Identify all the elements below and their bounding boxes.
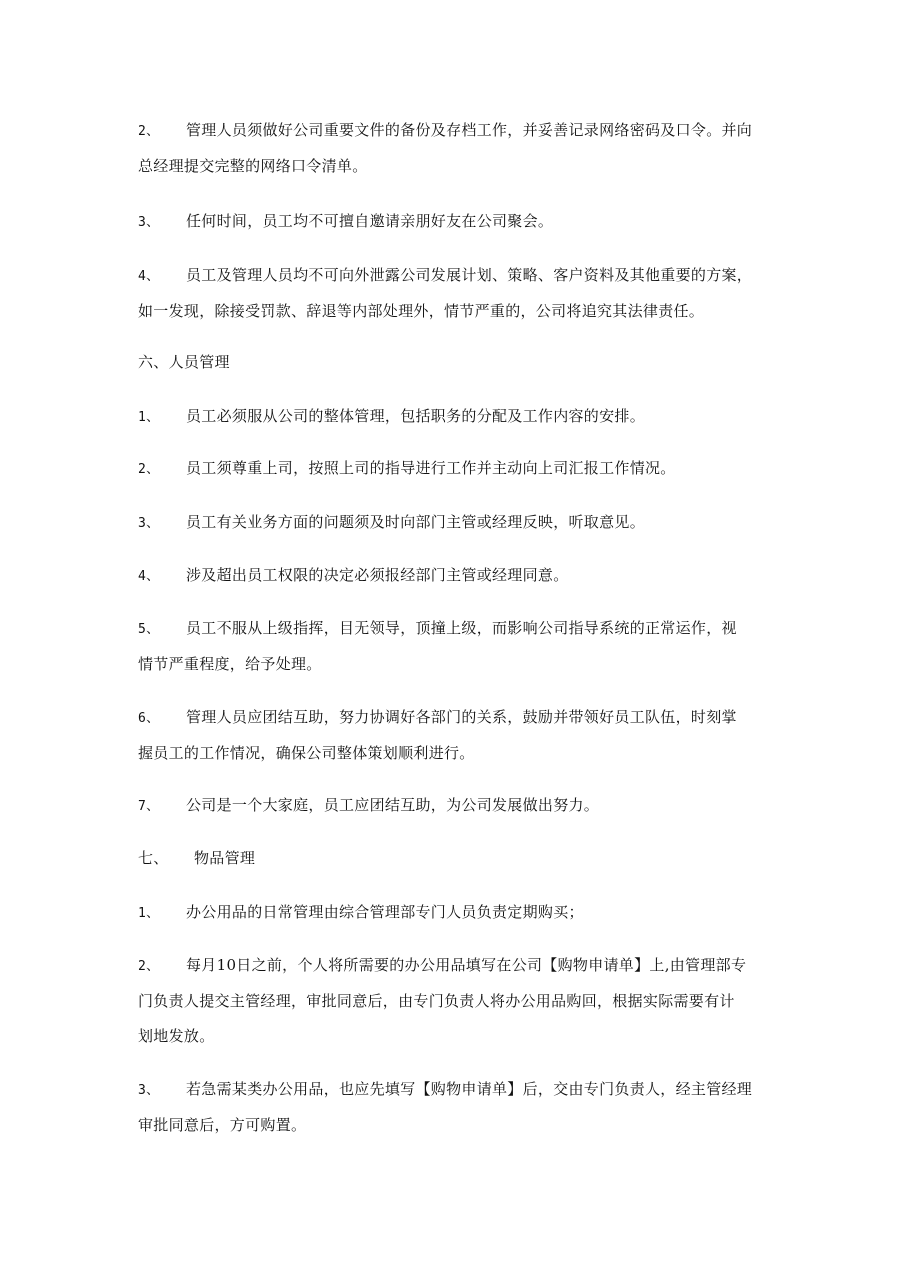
item-text-continued: 划地发放。 xyxy=(138,1027,215,1045)
item-text-continued: 情节严重程度，给予处理。 xyxy=(138,655,322,673)
paragraph-item xyxy=(138,948,778,1054)
item-text-continued: 审批同意后，方可购置。 xyxy=(138,1116,307,1134)
paragraph-item xyxy=(138,1072,778,1143)
paragraph-item xyxy=(138,505,778,541)
item-text: 员工及管理人员均不可向外泄露公司发展计划、策略、客户资料及其他重要的方案， xyxy=(186,266,753,284)
item-number: 5、 xyxy=(138,622,160,637)
section-heading-number: 七、 xyxy=(138,849,169,867)
item-text: 员工不服从上级指挥，目无领导，顶撞上级，而影响公司指导系统的正常运作，视 xyxy=(186,619,737,637)
item-text: 管理人员须做好公司重要文件的备份及存档工作，并妥善记录网络密码及口令。并向 xyxy=(186,121,753,139)
paragraph-item xyxy=(138,113,778,184)
item-text: 管理人员应团结互助，努力协调好各部门的关系，鼓励并带领好员工队伍，时刻掌 xyxy=(186,708,737,726)
item-text: 员工须尊重上司，按照上司的指导进行工作并主动向上司汇报工作情况。 xyxy=(186,459,676,477)
item-number: 3、 xyxy=(138,516,160,531)
paragraph-item xyxy=(138,700,778,771)
item-text: 员工必须服从公司的整体管理，包括职务的分配及工作内容的安排。 xyxy=(186,407,646,425)
paragraph-item xyxy=(138,451,778,487)
item-number: 6、 xyxy=(138,711,160,726)
item-number: 3、 xyxy=(138,1083,160,1098)
item-text: 任何时间，员工均不可擅自邀请亲朋好友在公司聚会。 xyxy=(186,212,554,230)
item-number: 7、 xyxy=(138,799,160,814)
paragraph-item xyxy=(138,204,778,240)
item-text-continued: 总经理提交完整的网络口令清单。 xyxy=(138,157,368,175)
item-text: 涉及超出员工权限的决定必须报经部门主管或经理同意。 xyxy=(186,566,569,584)
item-text-continued: 如一发现，除接受罚款、辞退等内部处理外，情节严重的，公司将追究其法律责任。 xyxy=(138,302,705,320)
section-heading-text: 六、人员管理 xyxy=(138,353,230,371)
item-number: 4、 xyxy=(138,269,160,284)
item-text: 员工有关业务方面的问题须及时向部门主管或经理反映，听取意见。 xyxy=(186,513,646,531)
item-text: 办公用品的日常管理由综合管理部专门人员负责定期购买； xyxy=(186,903,584,921)
item-number: 2、 xyxy=(138,124,160,139)
paragraph-item xyxy=(138,399,778,435)
item-text-continued: 握员工的工作情况，确保公司整体策划顺利进行。 xyxy=(138,744,475,762)
item-number: 2、 xyxy=(138,959,160,974)
item-number: 4、 xyxy=(138,569,160,584)
section-heading xyxy=(138,841,778,876)
paragraph-item xyxy=(138,611,778,682)
section-heading xyxy=(138,345,778,380)
paragraph-item xyxy=(138,895,778,931)
item-text-continued: 门负责人提交主管经理，审批同意后，由专门负责人将办公用品购回，根据实际需要有计 xyxy=(138,992,735,1010)
paragraph-item xyxy=(138,788,778,824)
item-number: 1、 xyxy=(138,906,160,921)
paragraph-item xyxy=(138,258,778,329)
section-heading-text: 物品管理 xyxy=(194,849,256,867)
item-number: 3、 xyxy=(138,215,160,230)
paragraph-item xyxy=(138,558,778,594)
item-text: 公司是一个大家庭，员工应团结互助，为公司发展做出努力。 xyxy=(186,796,600,814)
item-number: 2、 xyxy=(138,462,160,477)
item-text: 若急需某类办公用品，也应先填写【购物申请单】后，交由专门负责人，经主管经理 xyxy=(186,1080,753,1098)
item-text: 每月10日之前，个人将所需要的办公用品填写在公司【购物申请单】上,由管理部专 xyxy=(186,956,747,974)
item-number: 1、 xyxy=(138,410,160,425)
